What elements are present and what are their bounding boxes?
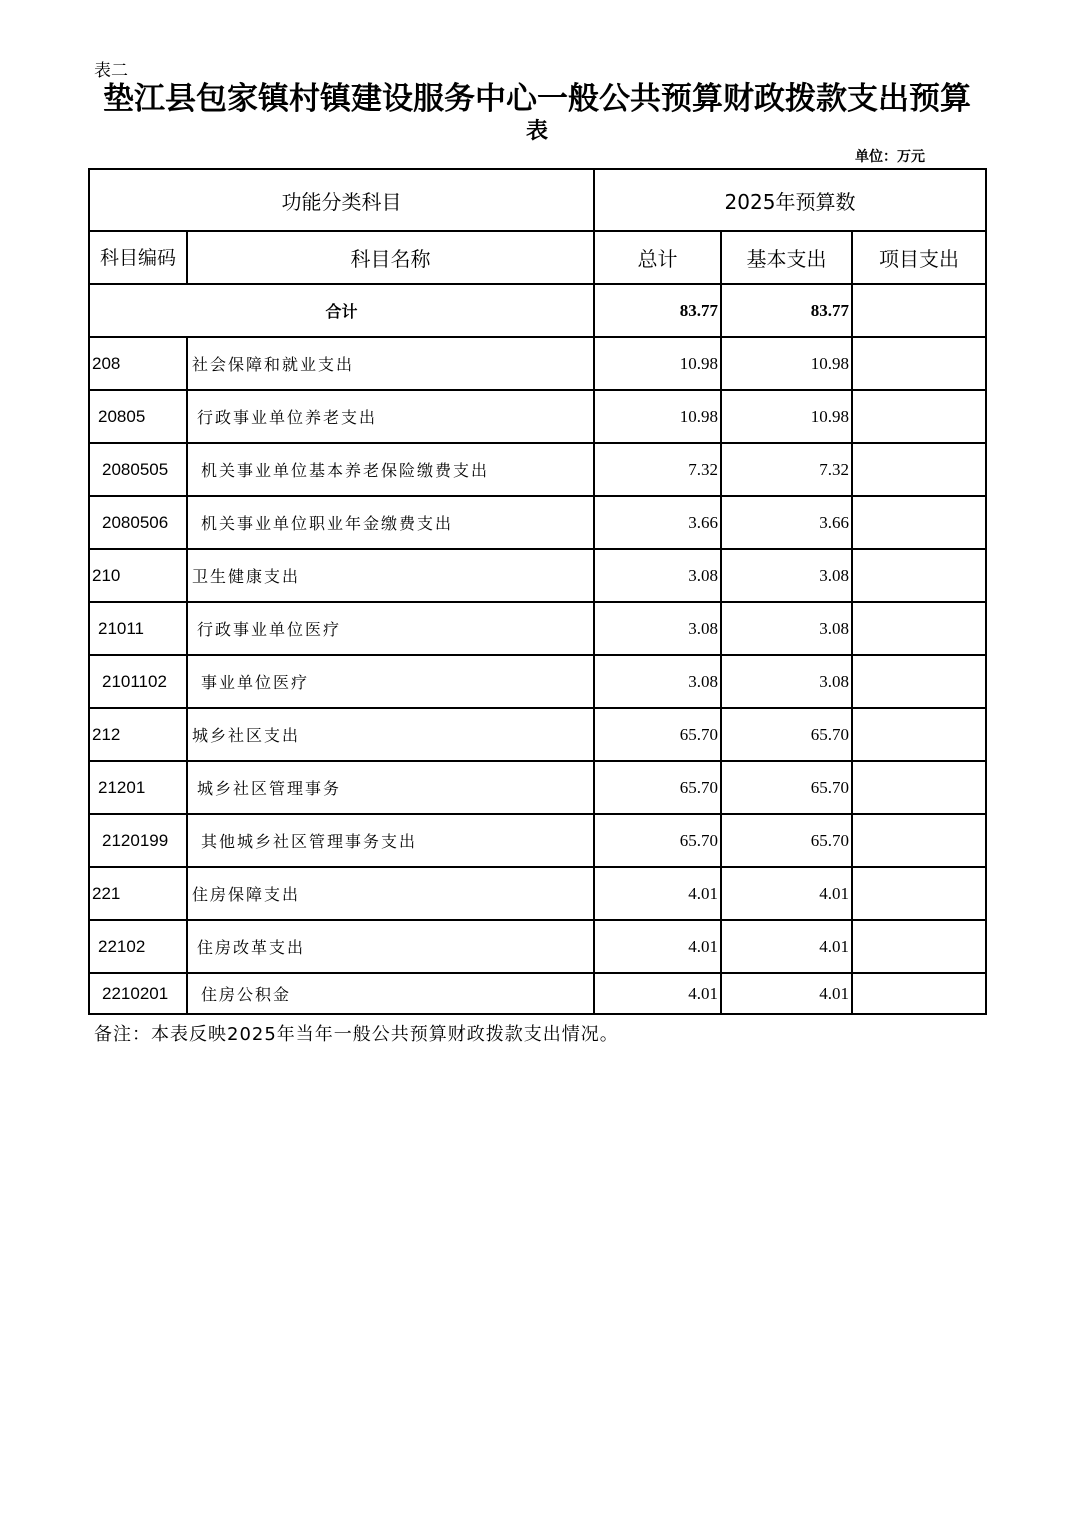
- row-code: 20805: [89, 390, 187, 443]
- title-line-1: 垫江县包家镇村镇建设服务中心一般公共预算财政拨款支出预算: [103, 81, 971, 117]
- page-label: 表二: [94, 61, 128, 81]
- row-project: [852, 867, 986, 920]
- row-code: 22102: [89, 920, 187, 973]
- table-row: [89, 708, 986, 761]
- row-basic: 65.70: [721, 761, 852, 814]
- row-total: 3.08: [594, 602, 721, 655]
- row-project: [852, 443, 986, 496]
- row-basic: 3.08: [721, 602, 852, 655]
- row-basic: 3.08: [721, 549, 852, 602]
- row-project: [852, 761, 986, 814]
- row-code: 210: [89, 549, 187, 602]
- total-label: 合计: [89, 284, 594, 337]
- row-name: 其他城乡社区管理事务支出: [187, 814, 594, 867]
- row-name: 城乡社区管理事务: [187, 761, 594, 814]
- row-basic: 4.01: [721, 867, 852, 920]
- row-code: 221: [89, 867, 187, 920]
- row-basic: 65.70: [721, 708, 852, 761]
- table-row: [89, 549, 986, 602]
- header-name: 科目名称: [187, 231, 594, 284]
- row-project: [852, 814, 986, 867]
- table-row: [89, 920, 986, 973]
- row-code: 208: [89, 337, 187, 390]
- row-total: 10.98: [594, 337, 721, 390]
- row-project: [852, 655, 986, 708]
- row-total: 3.66: [594, 496, 721, 549]
- row-total: 4.01: [594, 973, 721, 1014]
- row-name: 事业单位医疗: [187, 655, 594, 708]
- row-code: 2101102: [89, 655, 187, 708]
- row-name: 卫生健康支出: [187, 549, 594, 602]
- table-row: [89, 496, 986, 549]
- row-code: 2120199: [89, 814, 187, 867]
- row-basic: 4.01: [721, 920, 852, 973]
- row-project: [852, 708, 986, 761]
- header-basic: 基本支出: [721, 231, 852, 284]
- table-row: [89, 655, 986, 708]
- row-project: [852, 496, 986, 549]
- row-name: 住房保障支出: [187, 867, 594, 920]
- header-row-2: [89, 231, 986, 284]
- table-row: [89, 814, 986, 867]
- row-code: 212: [89, 708, 187, 761]
- row-name: 机关事业单位基本养老保险缴费支出: [187, 443, 594, 496]
- row-code: 2080505: [89, 443, 187, 496]
- table-row: [89, 390, 986, 443]
- page-title: [86, 78, 988, 144]
- header-code: [89, 231, 187, 284]
- header-total: 总计: [594, 231, 721, 284]
- header-budget-year: 2025年预算数: [594, 169, 986, 231]
- row-project: [852, 549, 986, 602]
- row-name: 机关事业单位职业年金缴费支出: [187, 496, 594, 549]
- row-project: [852, 602, 986, 655]
- table-row: [89, 443, 986, 496]
- row-project: [852, 337, 986, 390]
- row-name: 社会保障和就业支出: [187, 337, 594, 390]
- table-row: [89, 337, 986, 390]
- row-code: 2210201: [89, 973, 187, 1014]
- footnote: 备注：本表反映2025年当年一般公共预算财政拨款支出情况。: [94, 1024, 619, 1045]
- table-row: [89, 602, 986, 655]
- table-row: [89, 973, 986, 1014]
- header-code-text: 科目编码: [99, 246, 176, 269]
- row-basic: 65.70: [721, 814, 852, 867]
- row-total: 65.70: [594, 708, 721, 761]
- row-code: 21011: [89, 602, 187, 655]
- row-code: 21201: [89, 761, 187, 814]
- row-total: 3.08: [594, 655, 721, 708]
- row-total: 7.32: [594, 443, 721, 496]
- total-project: [852, 284, 986, 337]
- header-func-category: 功能分类科目: [89, 169, 594, 231]
- row-project: [852, 920, 986, 973]
- header-row-1: [89, 169, 986, 231]
- row-basic: 10.98: [721, 390, 852, 443]
- row-total: 4.01: [594, 867, 721, 920]
- row-project: [852, 973, 986, 1014]
- table-row: [89, 761, 986, 814]
- row-name: 住房公积金: [187, 973, 594, 1014]
- unit-label: 单位：万元: [855, 149, 925, 165]
- row-project: [852, 390, 986, 443]
- row-total: 10.98: [594, 390, 721, 443]
- header-project: 项目支出: [852, 231, 986, 284]
- row-name: 行政事业单位医疗: [187, 602, 594, 655]
- row-name: 行政事业单位养老支出: [187, 390, 594, 443]
- row-basic: 3.66: [721, 496, 852, 549]
- row-code: 2080506: [89, 496, 187, 549]
- budget-table: [88, 168, 987, 1015]
- row-total: 65.70: [594, 761, 721, 814]
- title-line-2: 表: [525, 118, 548, 144]
- total-basic: 83.77: [721, 284, 852, 337]
- row-total: 65.70: [594, 814, 721, 867]
- row-basic: 3.08: [721, 655, 852, 708]
- row-total: 3.08: [594, 549, 721, 602]
- total-row: [89, 284, 986, 337]
- row-name: 城乡社区支出: [187, 708, 594, 761]
- table-row: [89, 867, 986, 920]
- row-name: 住房改革支出: [187, 920, 594, 973]
- total-sum: 83.77: [594, 284, 721, 337]
- row-total: 4.01: [594, 920, 721, 973]
- row-basic: 4.01: [721, 973, 852, 1014]
- row-basic: 10.98: [721, 337, 852, 390]
- row-basic: 7.32: [721, 443, 852, 496]
